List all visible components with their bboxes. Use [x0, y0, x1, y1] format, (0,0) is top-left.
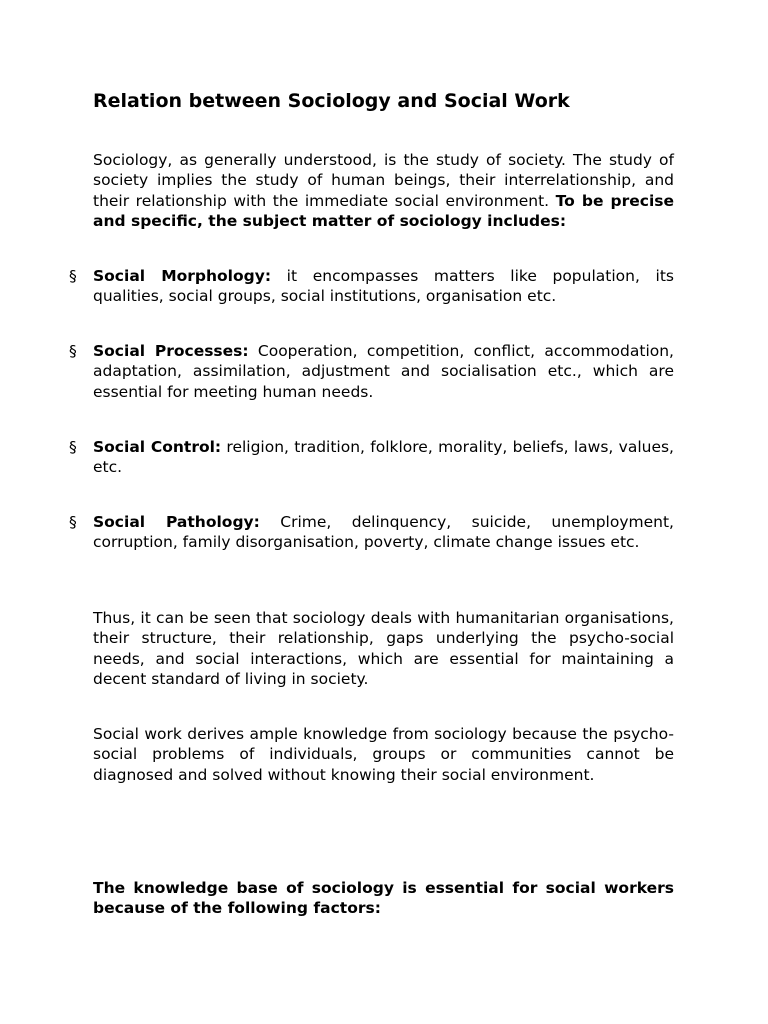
list-item-term: Social Morphology:	[93, 267, 272, 285]
list-item-term: Social Pathology:	[93, 513, 260, 531]
list-item-text: religion, tradition, folklore, morality, beliefs, laws, values, etc.	[93, 438, 674, 477]
list-item-term: Social Control:	[93, 438, 222, 456]
bullet-symbol: §	[69, 342, 77, 360]
list-item-social-processes	[69, 341, 674, 402]
intro-paragraph	[93, 150, 674, 232]
list-item-term: Social Processes:	[93, 342, 249, 360]
list-item-text: Cooperation, competition, conflict, accommodation, adaptation, assimilation, adjustment and socialisation etc., which are essential for meeting human needs.	[93, 342, 674, 401]
list-item-text: Crime, delinquency, suicide, unemployment, corruption, family disorganisation, poverty, climate change issues etc.	[93, 513, 674, 552]
closing-bold-paragraph: The knowledge base of sociology is essential for social workers because of the following factors:	[93, 879, 674, 918]
intro-bold-text: To be precise and specific, the subject matter of sociology includes:	[93, 191, 674, 231]
bullet-symbol: §	[69, 267, 77, 285]
list-item-social-morphology	[69, 266, 674, 307]
bullet-symbol: §	[69, 513, 77, 531]
intro-text: Sociology, as generally understood, is the study of society. The study of society implies the study of human beings, their interrelationship, and their relationship with the immediate social environment.	[93, 151, 674, 210]
list-item-social-pathology	[69, 512, 674, 553]
paragraph-social-work: Social work derives ample knowledge from sociology because the psycho-social problems of individuals, groups or communities cannot be diagnosed and solved without knowing their social environment.	[93, 725, 674, 784]
paragraph-thus: Thus, it can be seen that sociology deals with humanitarian organisations, their structure, their relationship, gaps underlying the psycho-social needs, and social interactions, which are essential for maintaining a decent standard of living in society.	[93, 609, 674, 689]
bullet-symbol: §	[69, 438, 77, 456]
list-item-social-control	[69, 437, 674, 478]
list-item-text: it encompasses matters like population, its qualities, social groups, social institutions, organisation etc.	[93, 267, 674, 306]
page-title: Relation between Sociology and Social Work	[93, 90, 570, 112]
